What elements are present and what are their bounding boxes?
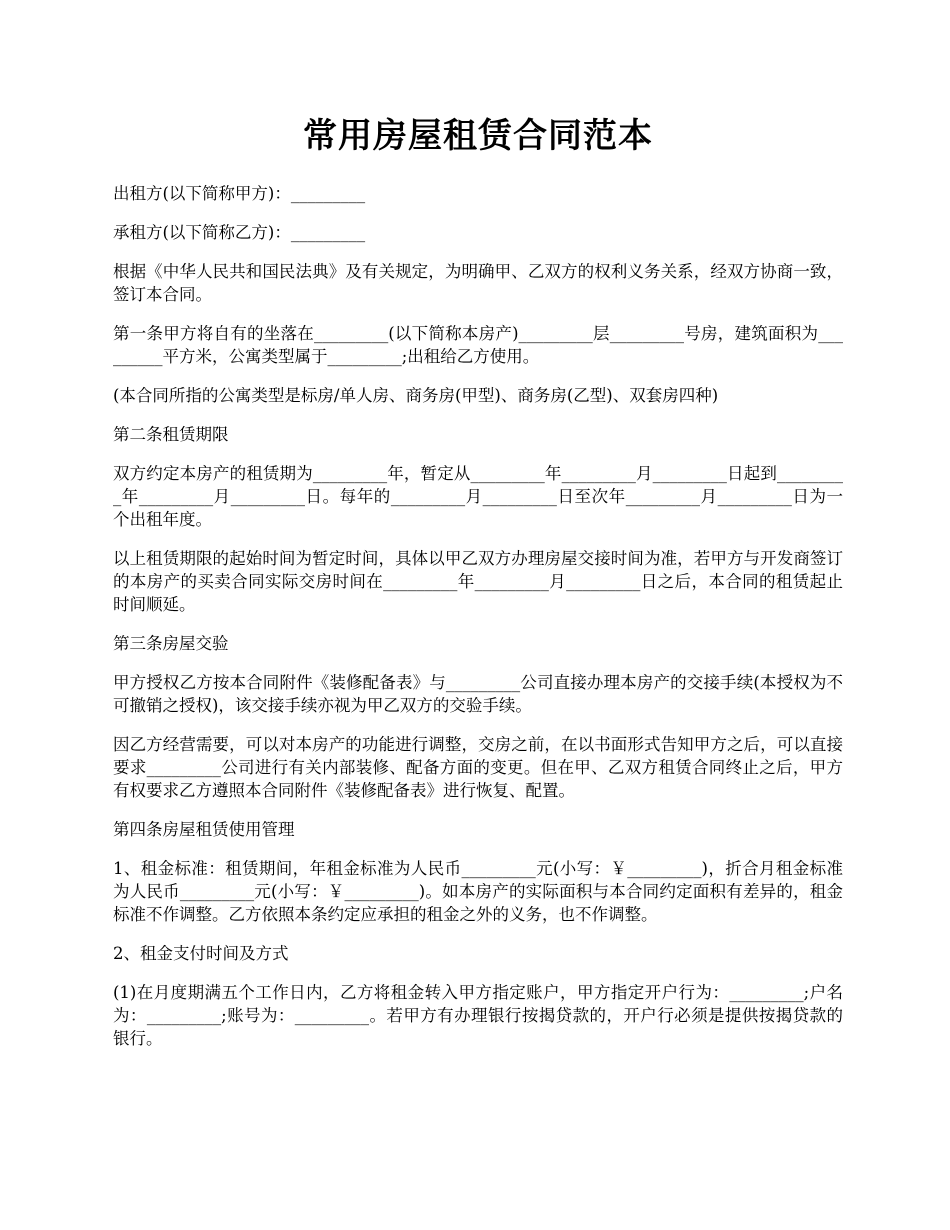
lease-start-paragraph: 以上租赁期限的起始时间为暂定时间，具体以甲乙双方办理房屋交接时间为准，若甲方与开发商签订的本房产的买卖合同实际交房时间在_________年_________月_________日之后，本合同的租赁起止时间顺延。	[113, 549, 843, 614]
payment-heading: 2、租金支付时间及方式	[113, 944, 289, 963]
document-page	[113, 0, 843, 1050]
function-adjustment-paragraph: 因乙方经营需要，可以对本房产的功能进行调整，交房之前，在以书面形式告知甲方之后，可以直接要求_________公司进行有关内部装修、配备方面的变更。但在甲、乙双方租赁合同终止之后，甲方有权要求乙方遵照本合同附件《装修配备表》进行恢复、配置。	[113, 735, 843, 800]
article-1-paragraph: 第一条甲方将自有的坐落在_________(以下简称本房产)_________层_________号房，建筑面积为_________平方米，公寓类型属于_________;出租给乙方使用。	[113, 324, 843, 366]
apartment-type-note: (本合同所指的公寓类型是标房/单人房、商务房(甲型)、商务房(乙型)、双套房四种)	[113, 386, 719, 405]
preamble-paragraph: 根据《中华人民共和国民法典》及有关规定，为明确甲、乙双方的权利义务关系，经双方协商一致，签订本合同。	[113, 262, 843, 304]
article-3-heading: 第三条房屋交验	[113, 634, 229, 653]
payment-account-paragraph: (1)在月度期满五个工作日内，乙方将租金转入甲方指定账户，甲方指定开户行为：_________;户名为：_________;账号为：_________。若甲方有办理银行按揭贷款的，开户行必须是提供按揭贷款的银行。	[113, 983, 843, 1048]
lessor-line: 出租方(以下简称甲方)：_________	[113, 184, 366, 203]
article-2-heading: 第二条租赁期限	[113, 425, 229, 444]
article-4-heading: 第四条房屋租赁使用管理	[113, 820, 295, 839]
lessee-line: 承租方(以下简称乙方)：_________	[113, 223, 366, 242]
lease-term-paragraph: 双方约定本房产的租赁期为_________年，暂定从_________年_________月_________日起到_________年_________月_________日。每年的_________月_________日至次年_________月_________日为一个出租年度。	[113, 464, 843, 529]
handover-authorization-paragraph: 甲方授权乙方按本合同附件《装修配备表》与_________公司直接办理本房产的交接手续(本授权为不可撤销之授权)，该交接手续亦视为甲乙双方的交验手续。	[113, 673, 843, 715]
document-title: 常用房屋租赁合同范本	[303, 116, 653, 156]
rent-standard-paragraph: 1、租金标准：租赁期间，年租金标准为人民币_________元(小写：￥_________)，折合月租金标准为人民币_________元(小写：￥_________)。如本房产的实际面积与本合同约定面积有差异的，租金标准不作调整。乙方依照本条约定应承担的租金之外的义务，也不作调整。	[113, 859, 843, 924]
